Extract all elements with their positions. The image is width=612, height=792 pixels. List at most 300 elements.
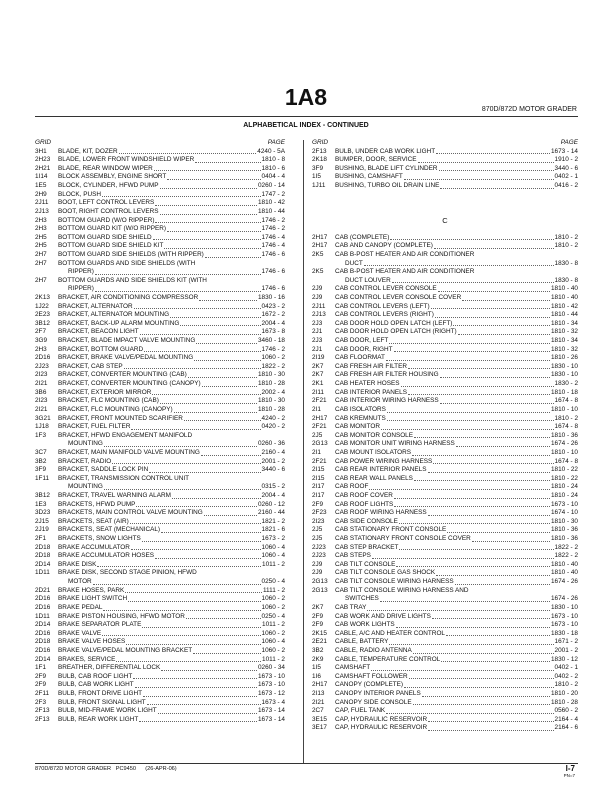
grid-ref: 2K13: [35, 293, 50, 301]
entry-description: SWITCHES: [345, 595, 379, 603]
page-ref: 1810 - 24: [550, 492, 578, 499]
leader-dots: [202, 380, 257, 387]
column-header: [35, 139, 285, 148]
index-entry: [35, 251, 285, 260]
index-entry: [35, 432, 285, 449]
grid-ref: 1I14: [35, 173, 48, 181]
page-ref: 1674 - 26: [550, 578, 578, 586]
entry-description: BRACKET, BEACON LIGHT: [58, 328, 139, 336]
index-entry: [312, 363, 578, 372]
page-ref: 2001 - 2: [554, 646, 578, 654]
grid-ref: 2J1: [312, 328, 323, 336]
page-ref: 1810 - 30: [257, 397, 285, 405]
page-ref: 0260 - 36: [257, 440, 285, 448]
leader-dots: [412, 449, 550, 456]
entry-description: BRACKET, ALTERNATOR: [58, 302, 133, 310]
leader-dots: [134, 303, 261, 310]
entry-line: [312, 415, 578, 424]
index-entry: [312, 707, 578, 716]
entry-line: [35, 501, 285, 510]
page-ref: 1674 - 26: [550, 440, 578, 448]
entry-line: [312, 156, 578, 165]
page-ref: 2160 - 44: [257, 509, 285, 517]
entry-line: [35, 518, 285, 527]
index-entry: [35, 630, 285, 639]
leader-dots: [436, 569, 550, 576]
entry-description: BOOT, LEFT CONTROL LEVERS: [58, 199, 155, 207]
entry-line: [35, 371, 285, 380]
page-ref: 1830 - 12: [550, 655, 578, 663]
entry-line: [312, 483, 578, 492]
grid-ref: 2K18: [312, 156, 327, 164]
leader-dots: [389, 337, 550, 344]
grid-ref: 2I21: [35, 405, 48, 413]
index-entry: [35, 664, 285, 673]
column-divider: [303, 140, 304, 764]
entry-description: BRAKE DISK, SECOND STAGE PINION, HFWD: [58, 569, 197, 577]
entry-description: CAB DOOR HOLD OPEN LATCH (LEFT): [335, 319, 453, 327]
leader-dots: [387, 406, 550, 413]
grid-ref: 2K15: [312, 629, 327, 637]
entry-line: [312, 380, 578, 389]
leader-dots: [433, 458, 553, 465]
entry-line: [312, 354, 578, 363]
entry-line: [312, 699, 578, 708]
index-entry: [35, 501, 285, 510]
entry-line: [312, 518, 578, 527]
page-ref: 1673 - 14: [257, 715, 285, 723]
page-ref: 1673 - 2: [261, 535, 285, 543]
page-ref: 1810 - 32: [550, 345, 578, 353]
index-entry: [35, 458, 285, 467]
index-entry: [35, 173, 285, 182]
entry-description: BRACKET, BOTTOM GUARD: [58, 345, 144, 353]
grid-ref: 3F9: [312, 164, 324, 172]
entry-description: BRACKET, BLADE IMPACT VALVE MOUNTING: [58, 337, 196, 345]
entry-line: [312, 458, 578, 467]
entry-description: BRAKE VALVE/PEDAL MOUNTING BRACKET: [58, 646, 193, 654]
entry-line: [312, 509, 578, 518]
leader-dots: [95, 285, 261, 292]
grid-ref: 2H7: [35, 250, 47, 258]
leader-dots: [428, 509, 550, 516]
page-ref: 1830 - 10: [550, 362, 578, 370]
grid-ref: 1I5: [312, 173, 321, 181]
entry-description: BRACKET, AIR CONDITIONING COMPRESSOR: [58, 293, 199, 301]
entry-line: [35, 415, 285, 424]
page-ref: 2002 - 4: [261, 388, 285, 396]
grid-ref: 2J13: [312, 311, 326, 319]
leader-dots: [184, 415, 261, 422]
page-ref: 1673 - 8: [261, 328, 285, 336]
index-entry: [312, 328, 578, 337]
entry-description: CAB B-POST HEATER AND AIR CONDITIONER: [335, 268, 475, 276]
entry-line: [312, 501, 578, 510]
entry-description: CANOPY SIDE CONSOLE: [335, 698, 412, 706]
entry-line: [35, 587, 285, 596]
leader-dots: [387, 415, 554, 422]
leader-dots: [142, 621, 261, 628]
page-ref: 1822 - 2: [554, 552, 578, 560]
entry-description: CABLE, A/C AND HEATER CONTROL: [335, 629, 445, 637]
index-entry: [35, 466, 285, 475]
page-ref: 1746 - 6: [261, 285, 285, 293]
entry-line: [312, 578, 578, 587]
grid-ref: [35, 268, 58, 277]
index-entry: [312, 724, 578, 733]
entry-line: [35, 277, 285, 286]
leader-dots: [458, 328, 550, 335]
entry-line: [312, 311, 578, 320]
entry-description: CAB TILT CONSOLE GAS SHOCK: [335, 569, 436, 577]
page-ref: 1821 - 6: [261, 526, 285, 534]
entry-description: CAB CONTROL LEVER CONSOLE COVER: [335, 293, 462, 301]
entry-description: BRAKES, SERVICE: [58, 655, 116, 663]
entry-description: CAB STATIONARY FRONT CONSOLE: [335, 526, 447, 534]
leader-dots: [404, 173, 554, 180]
page-ref: 1810 - 40: [550, 293, 578, 301]
entry-line: [312, 569, 578, 578]
page-ref: 1810 - 8: [261, 156, 285, 164]
entry-description: CAB MOUNT ISOLATORS: [335, 448, 411, 456]
leader-dots: [124, 363, 261, 370]
leader-dots: [369, 483, 550, 490]
leader-dots: [195, 156, 260, 163]
index-entry: [35, 604, 285, 613]
grid-ref: 3E15: [312, 715, 327, 723]
index-entry: [312, 449, 578, 458]
grid-ref: 3D23: [35, 509, 51, 517]
grid-ref: 2I21: [35, 380, 48, 388]
page-header: PAGE: [267, 139, 285, 146]
index-entry: [312, 466, 578, 475]
entry-line: [312, 277, 578, 286]
entry-description: BRACKET, TRAVEL WARNING ALARM: [58, 492, 171, 499]
page-ref: 1060 - 2: [261, 595, 285, 603]
grid-ref: 2D16: [35, 595, 51, 603]
index-entry: [35, 707, 285, 716]
index-entry: [35, 492, 285, 501]
entry-line: [35, 458, 285, 467]
page-ref: 1822 - 2: [261, 362, 285, 370]
page-ref: 1810 - 2: [554, 242, 578, 250]
grid-ref: 2I17: [312, 492, 325, 499]
grid-ref: 2J23: [312, 552, 326, 560]
entry-description: CAP, HYDRAULIC RESERVOIR: [335, 715, 428, 723]
entry-line: [312, 363, 578, 372]
index-entry: [35, 535, 285, 544]
entry-line: [35, 699, 285, 708]
page-ref: 1810 - 6: [261, 164, 285, 172]
leader-dots: [462, 294, 550, 301]
entry-description: MOTOR: [68, 578, 92, 586]
page-ref: 1810 - 2: [554, 414, 578, 422]
index-entry: [35, 475, 285, 492]
entry-line: [312, 492, 578, 501]
grid-ref: 2H3: [35, 345, 47, 353]
index-entry: [35, 406, 285, 415]
entry-description: BULB, UNDER CAB WORK LIGHT: [335, 147, 436, 155]
index-entry: [35, 423, 285, 432]
index-entry: [312, 182, 578, 191]
entry-line: [312, 552, 578, 561]
grid-ref: 2F9: [35, 672, 47, 680]
entry-description: BRAKE SEPARATOR PLATE: [58, 621, 142, 629]
grid-ref: 2I1: [312, 405, 321, 413]
leader-dots: [130, 518, 261, 525]
entry-description: BLOCK, CYLINDER, HFWD PUMP: [58, 182, 159, 190]
entry-description: CAB TRAY: [335, 603, 367, 611]
grid-ref: 2I17: [312, 483, 325, 491]
entry-description: BREATHER, DIFFERENTIAL LOCK: [58, 664, 161, 672]
entry-description: CAB B-POST HEATER AND AIR CONDITIONER: [335, 250, 475, 258]
entry-description: BLADE, LOWER FRONT WINDSHIELD WIPER: [58, 156, 195, 164]
entry-description: CAB CONTROL LEVER CONSOLE: [335, 285, 437, 293]
index-entry: [312, 647, 578, 656]
entry-line: [312, 165, 578, 174]
entry-description: CAP, HYDRAULIC RESERVOIR: [335, 724, 428, 732]
index-entry: [35, 337, 285, 346]
entry-line: [35, 716, 285, 725]
entry-description: BRACKET, FRONT MOUNTED SCARIFIER: [58, 414, 183, 422]
index-entry: [35, 191, 285, 200]
entry-line: [312, 389, 578, 398]
entry-description: BLOCK, PUSH: [58, 190, 101, 198]
grid-ref: 1J18: [35, 423, 49, 431]
grid-ref: [35, 440, 58, 449]
entry-line: [35, 217, 285, 226]
entry-line: [35, 285, 285, 294]
entry-description: CANOPY INTERIOR PANELS: [335, 690, 421, 698]
entry-description: CAB WORK AND DRIVE LIGHTS: [335, 612, 431, 620]
grid-ref: 2D16: [35, 603, 51, 611]
entry-line: [35, 569, 285, 578]
page-ref: 1830 - 18: [550, 629, 578, 637]
leader-dots: [371, 664, 553, 671]
entry-description: BOTTOM GUARD KIT (W/O RIPPER): [58, 225, 167, 233]
entry-description: BULB, CAB WORK LIGHT: [58, 681, 134, 689]
page-ref: 1746 - 6: [261, 268, 285, 276]
page-ref: 1810 - 28: [550, 698, 578, 706]
entry-description: CAB INTERIOR WIRING HARNESS: [335, 397, 439, 405]
grid-ref: 2D16: [35, 629, 51, 637]
grid-ref: 2H17: [312, 681, 328, 689]
index-entry: [35, 208, 285, 217]
entry-description: CAB TILT CONSOLE WIRING HARNESS: [335, 578, 454, 586]
index-entry: [35, 638, 285, 647]
grid-ref: 2J9: [312, 560, 323, 568]
page-ref: 0250 - 4: [261, 612, 285, 620]
entry-description: CAB MONITOR UNIT WIRING HARNESS: [335, 440, 455, 448]
entry-line: [35, 664, 285, 673]
entry-description: BOTTOM GUARDS AND SIDE SHIELDS (WITH: [58, 259, 196, 267]
page-ref: 1810 - 28: [257, 380, 285, 388]
entry-description: CAB INTERIOR PANELS: [335, 388, 407, 396]
index-entry: [35, 320, 285, 329]
index-entry: [35, 199, 285, 208]
entry-description: BRACKET, EXTERIOR MIRROR: [58, 388, 152, 396]
header-rule: [35, 116, 578, 117]
leader-dots: [396, 561, 550, 568]
leader-dots: [104, 483, 261, 490]
page-ref: 0260 - 34: [257, 664, 285, 672]
grid-ref: 2H23: [35, 156, 51, 164]
leader-dots: [97, 561, 261, 568]
index-entry: [35, 613, 285, 622]
entry-description: BRAKE PISTON HOUSING, HFWD MOTOR: [58, 612, 185, 620]
grid-header: GRID: [312, 139, 328, 146]
page-ref: 2004 - 4: [261, 492, 285, 499]
grid-ref: 2I23: [35, 397, 48, 405]
entry-description: CAB ROOF WIRING HARNESS: [335, 509, 427, 517]
page-ref: 1810 - 22: [550, 474, 578, 482]
leader-dots: [104, 440, 257, 447]
leader-dots: [158, 707, 257, 714]
grid-ref: 2D18: [35, 543, 51, 551]
entry-description: MOUNTING: [68, 440, 103, 448]
entry-description: CAB ROOF: [335, 483, 369, 491]
entry-line: [35, 389, 285, 398]
grid-ref: 2I11: [312, 388, 324, 396]
page-ref: 1011 - 2: [262, 560, 285, 568]
grid-ref: 2J5: [312, 526, 323, 534]
entry-description: BRACKET, HFWD ENGAGEMENT MANIFOLD: [58, 431, 193, 439]
page-ref: 0250 - 4: [261, 578, 285, 586]
page-ref: 1810 - 44: [550, 311, 578, 319]
grid-ref: 2G13: [312, 440, 328, 448]
entry-line: [312, 587, 578, 596]
page-ref: 1810 - 40: [550, 560, 578, 568]
index-entry: [35, 311, 285, 320]
grid-ref: 2E23: [35, 311, 50, 319]
entry-description: CAB WORK LIGHTS: [335, 621, 395, 629]
grid-ref: [312, 277, 335, 286]
entry-line: [312, 604, 578, 613]
entry-line: [312, 544, 578, 553]
page-ref: 0402 - 2: [554, 672, 578, 680]
entry-description: BRACKET, MAIN MANIFOLD VALVE MOUNTING: [58, 448, 200, 456]
leader-dots: [112, 458, 260, 465]
page-ref: 1111 - 2: [262, 586, 285, 594]
grid-ref: 1F3: [35, 431, 47, 439]
index-entry: [35, 156, 285, 165]
index-entry: [312, 681, 578, 690]
grid-ref: 2F21: [312, 397, 327, 405]
entry-line: [312, 268, 578, 277]
page-header: PAGE: [560, 139, 578, 146]
entry-line: [312, 673, 578, 682]
grid-ref: 2F1: [35, 535, 47, 543]
grid-ref: 3B2: [35, 457, 47, 465]
grid-ref: 2D14: [35, 560, 51, 568]
page-ref: 1810 - 18: [550, 388, 578, 396]
entry-description: BUSHING, CAMSHAFT: [335, 173, 403, 181]
grid-ref: 2J19: [35, 526, 49, 534]
grid-ref: 3C7: [35, 448, 47, 456]
entry-line: [35, 526, 285, 535]
entry-line: [312, 613, 578, 622]
entry-line: [35, 260, 285, 269]
entry-description: RIPPER): [68, 285, 94, 293]
leader-dots: [428, 724, 553, 731]
grid-ref: 1D11: [35, 612, 50, 620]
index-entry: [35, 673, 285, 682]
entry-description: BRACKET, TRANSMISSION CONTROL UNIT: [58, 474, 190, 482]
grid-ref: [312, 260, 335, 269]
entry-line: [35, 173, 285, 182]
leader-dots: [188, 371, 257, 378]
index-entry: [312, 432, 578, 441]
grid-ref: 2F21: [312, 457, 327, 465]
entry-description: BULB, CAB ROOF LIGHT: [58, 672, 133, 680]
leader-dots: [438, 285, 550, 292]
index-entry: [35, 526, 285, 535]
leader-dots: [196, 337, 257, 344]
index-entry: [312, 303, 578, 312]
leader-dots: [435, 311, 550, 318]
leader-dots: [102, 191, 261, 198]
leader-dots: [408, 389, 550, 396]
entry-description: CAMSHAFT FOLLOWER: [335, 672, 408, 680]
grid-ref: 2I23: [312, 517, 325, 525]
entry-description: BOTTOM GUARDS AND SIDE SHIELDS KIT (WITH: [58, 276, 207, 284]
entry-line: [312, 346, 578, 355]
leader-dots: [147, 699, 261, 706]
entry-description: BRAKE VALVE: [58, 629, 102, 637]
grid-ref: 2I23: [35, 371, 48, 379]
index-entry: [312, 251, 578, 268]
index-entry: [35, 415, 285, 424]
grid-ref: 2F21: [312, 423, 327, 431]
entry-description: CAB POWER WIRING HARNESS: [335, 457, 433, 465]
index-entry: [35, 552, 285, 561]
grid-ref: [312, 595, 335, 604]
index-entry: [35, 569, 285, 586]
entry-line: [312, 716, 578, 725]
index-entry: [312, 346, 578, 355]
entry-description: BRACKET, ALTERNATOR MOUNTING: [58, 311, 170, 319]
page-ref: 1810 - 28: [257, 405, 285, 413]
page-ref: 1673 - 10: [550, 621, 578, 629]
index-entry: [312, 242, 578, 251]
grid-ref: 1F11: [35, 474, 50, 482]
page-ref: 0416 - 2: [554, 182, 578, 190]
letter-heading: C: [442, 215, 448, 225]
footer-doc-info: 870D/872D MOTOR GRADER PC9450 (26-APR-06): [35, 766, 177, 772]
leader-dots: [455, 578, 550, 585]
page-number: I-7: [565, 764, 575, 773]
entry-line: [312, 432, 578, 441]
grid-ref: 2D14: [35, 621, 51, 629]
index-entry: [312, 337, 578, 346]
leader-dots: [441, 656, 550, 663]
entry-description: BULB, FRONT DRIVE LIGHT: [58, 690, 143, 698]
index-entry: [312, 268, 578, 285]
index-entry: [312, 475, 578, 484]
grid-ref: 2J5: [312, 535, 323, 543]
index-entry: [312, 716, 578, 725]
entry-description: BRAKE VALVE HOSES: [58, 638, 126, 646]
entry-line: [312, 681, 578, 690]
entry-description: BRAKE DISK: [58, 560, 97, 568]
entry-description: CAB REAR WALL PANELS: [335, 474, 413, 482]
entry-line: [35, 380, 285, 389]
entry-description: CABLE, RADIO ANTENNA: [335, 646, 412, 654]
entry-description: CAB HEATER HOSES: [335, 380, 400, 388]
entry-description: CAB ROOF COVER: [335, 492, 393, 499]
index-entry: [35, 690, 285, 699]
page-ref: 1673 - 10: [550, 500, 578, 508]
